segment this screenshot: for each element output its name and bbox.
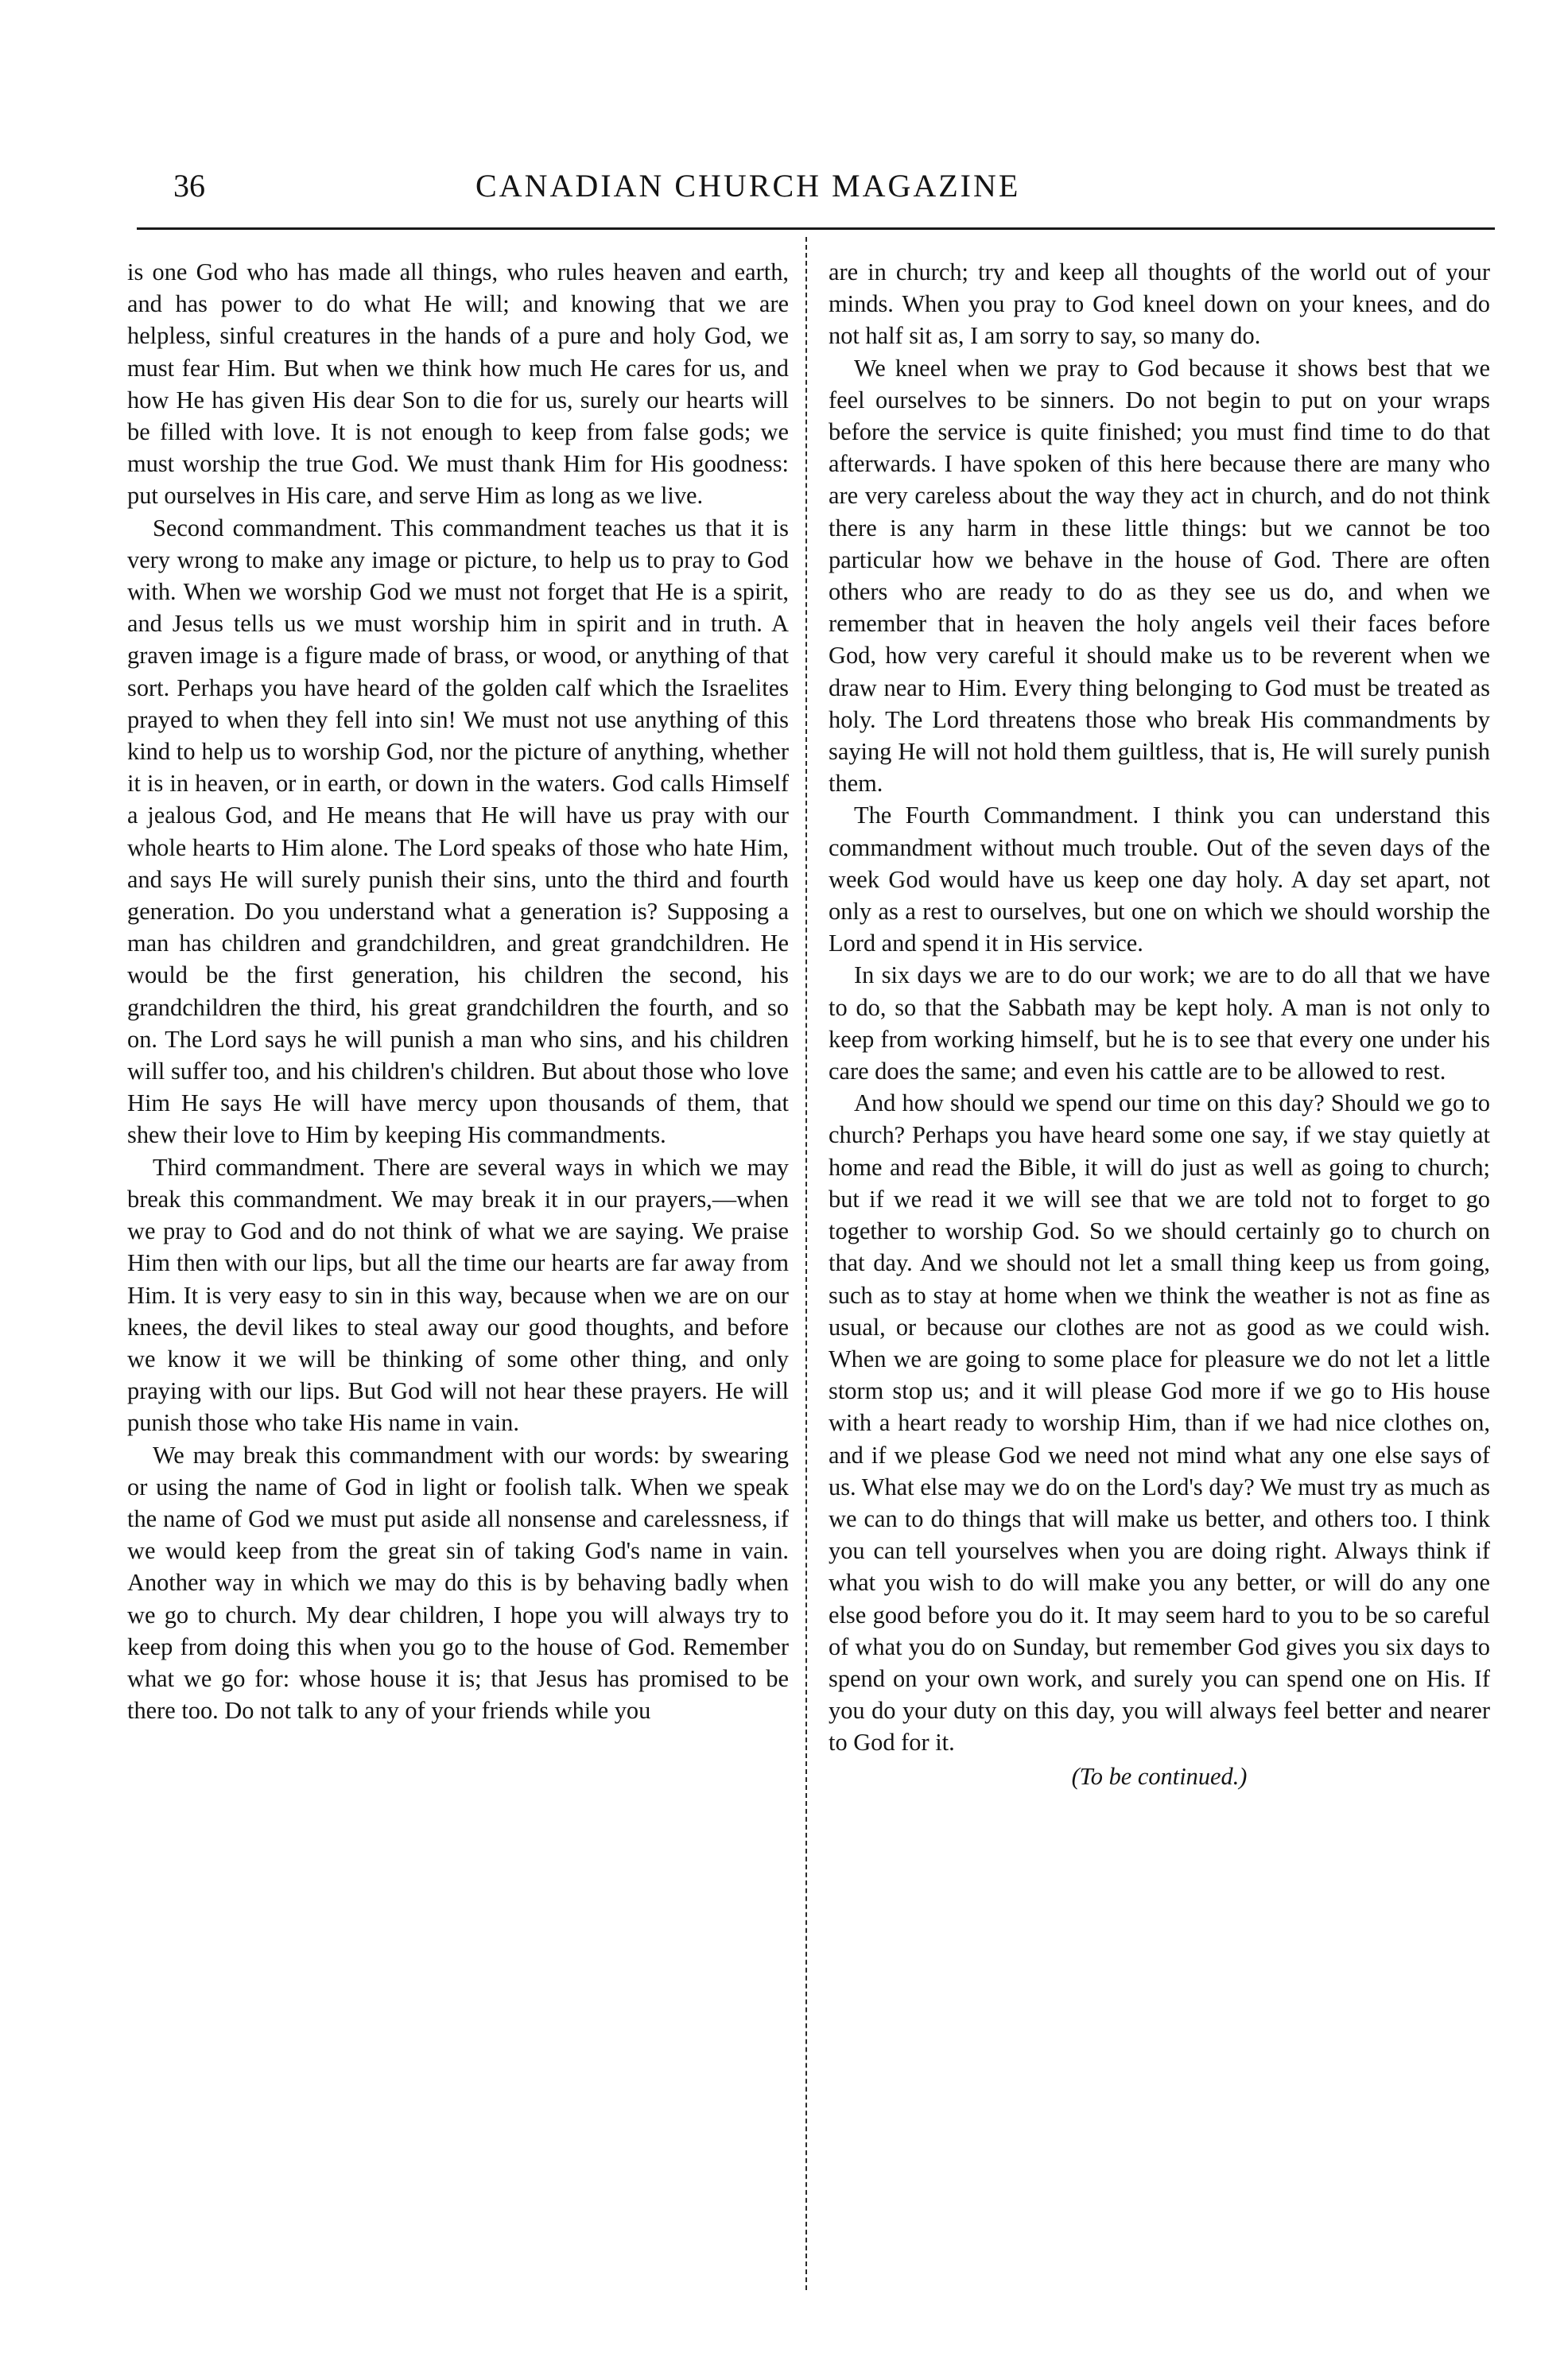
page-number: 36 [173, 168, 205, 204]
left-column [127, 256, 789, 1726]
running-head-title: CANADIAN CHURCH MAGAZINE [475, 168, 1021, 204]
right-column [829, 256, 1490, 1792]
continued-note: (To be continued.) [1071, 1762, 1248, 1790]
paragraph: We kneel when we pray to God because it shows best that we feel ourselves to be sinners. Do not begin to put on your wraps before the service is quite finished; you must find time to do that afterwards. I have spoken of this here because there are many who are very careless about the way they act in church, and do not think there is any harm in these little things: but we cannot be too particular how we behave in the house of God. There are often others who are ready to do as they see us do, and when we remember that in heaven the holy angels veil their faces before God, how very careful it should make us to be reverent when we draw near to Him. Every thing belonging to God must be treated as holy. The Lord threatens those who break His commandments by saying He will not hold them guiltless, that is, He will surely punish them. [829, 354, 1490, 798]
paragraph: are in church; try and keep all thoughts of the world out of your minds. When you pray to God kneel down on your knees, and do not half sit as, I am sorry to say, so many do. [829, 258, 1490, 350]
header-rule [137, 227, 1495, 230]
paragraph: is one God who has made all things, who rules heaven and earth, and has power to do what He will; and knowing that we are helpless, sinful creatures in the hands of a pure and holy God, we must fear Him. But when we think how much He cares for us, and how He has given His dear Son to die for us, surely our hearts will be filled with love. It is not enough to keep from false gods; we must worship the true God. We must thank Him for His goodness: put ourselves in His care, and serve Him as long as we live. [127, 258, 789, 510]
paragraph: We may break this commandment with our words: by swearing or using the name of God in light or foolish talk. When we speak the name of God we must put aside all nonsense and carelessness, if we would keep from the great sin of taking God's name in vain. Another way in which we may do this is by behaving badly when we go to church. My dear children, I hope you will always try to keep from doing this when you go to the house of God. Remember what we go for: whose house it is; that Jesus has promised to be there too. Do not talk to any of your friends while you [127, 1441, 789, 1725]
column-divider [805, 237, 807, 2290]
paragraph: Third commandment. There are several ways in which we may break this commandment. We may break it in our prayers,—when we pray to God and do not think of what we are saying. We praise Him then with our lips, but all the time our hearts are far away from Him. It is very easy to sin in this way, because when we are on our knees, the devil likes to steal away our good thoughts, and before we know it we will be thinking of some other thing, and only praying with our lips. But God will not hear these prayers. He will punish those who take His name in vain. [127, 1153, 789, 1437]
paragraph: Second commandment. This commandment teaches us that it is very wrong to make any image or picture, to help us to pray to God with. When we worship God we must not forget that He is a spirit, and Jesus tells us we must worship him in spirit and in truth. A graven image is a figure made of brass, or wood, or anything of that sort. Perhaps you have heard of the golden calf which the Israelites prayed to when they fell into sin! We must not use anything of this kind to help us to worship God, nor the picture of anything, whether it is in heaven, or in earth, or down in the waters. God calls Himself a jealous God, and He means that He will have us pray with our whole hearts to Him alone. The Lord speaks of those who hate Him, and says He will surely punish their sins, unto the third and fourth generation. Do you understand what a generation is? Supposing a man has children and grandchildren, and great grandchildren. He would be the first generation, his children the second, his grandchildren the third, his great grandchildren the fourth, and so on. The Lord says he will punish a man who sins, and his children will suffer too, and his children's children. But about those who love Him He says He will have mercy upon thousands of them, that shew their love to Him by keeping His commandments. [127, 514, 789, 1149]
paragraph: The Fourth Commandment. I think you can understand this commandment without much trouble. Out of the seven days of the week God would have us keep one day holy. A day set apart, not only as a rest to ourselves, but one on which we should worship the Lord and spend it in His service. [829, 802, 1490, 957]
paragraph: In six days we are to do our work; we are to do all that we have to do, so that the Sabbath may be kept holy. A man is not only to keep from working himself, but he is to see that every one under his care does the same; and even his cattle are to be allowed to rest. [829, 961, 1490, 1085]
paragraph: And how should we spend our time on this day? Should we go to church? Perhaps you have heard some one say, if we stay quietly at home and read the Bible, it will do just as well as going to church; but if we read it we will see that we are told not to forget to go together to worship God. So we should certainly go to church on that day. And we should not let a small thing keep us from going, such as to stay at home when we think the weather is not as fine as usual, or because our clothes are not as good as we could wish. When we are going to some place for pleasure we do not let a little storm stop us; and it will please God more if we go to His house with a heart ready to worship Him, than if we had nice clothes on, and if we please God we need not mind what any one else says of us. What else may we do on the Lord's day? We must try as much as we can to do things that will make us better, and others too. I think you can tell yourselves when you are doing right. Always think if what you wish to do will make you any better, or will do any one else good before you do it. It may seem hard to you to be so careful of what you do on Sunday, but remember God gives you six days to spend on your own work, and surely you can spend one on His. If you do your duty on this day, you will always feel better and nearer to God for it. [829, 1089, 1490, 1757]
